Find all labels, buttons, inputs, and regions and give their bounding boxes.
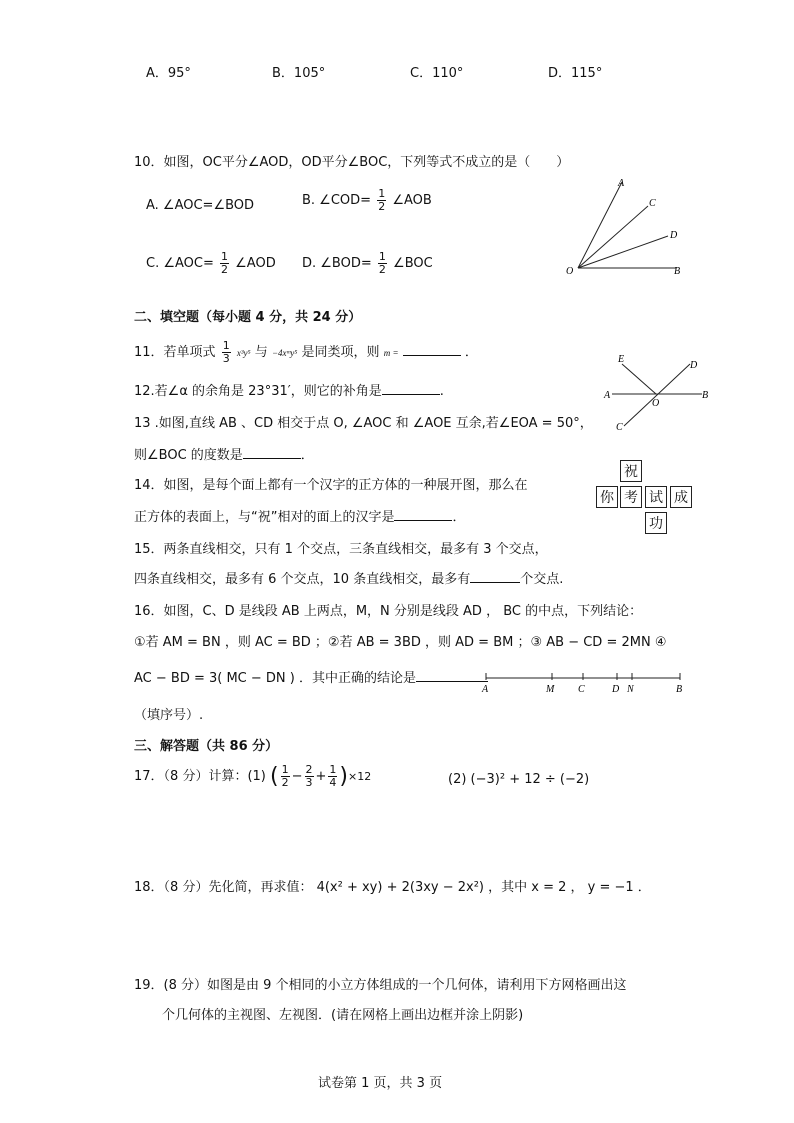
label-a: A xyxy=(604,390,611,401)
q16-segment-figure xyxy=(480,670,690,698)
cube-face-ni: 你 xyxy=(596,486,618,508)
label-d: D xyxy=(670,230,678,241)
minus-sign: − xyxy=(291,769,303,784)
label-n: N xyxy=(627,684,634,695)
q11-mid: 与 xyxy=(254,345,268,360)
q10-option-c xyxy=(146,251,276,276)
q16-line2: ①若 AM = BN ，则 AC = BD ；②若 AB = 3BD ，则 AD = BM ；③ AB − CD = 2MN ④ xyxy=(134,635,667,650)
q14-line2 xyxy=(134,506,466,525)
q10-stem: 10．如图，OC平分∠AOD，OD平分∠BOC，下列等式不成立的是（ ） xyxy=(134,155,570,170)
cube-face-zhu: 祝 xyxy=(620,460,642,482)
fraction-half: $\frac{1}{2}$ xyxy=(221,250,229,276)
q14-line2-text: 正方体的表面上，与“祝”相对的面上的汉字是 xyxy=(134,510,395,525)
label-b: B xyxy=(674,266,681,277)
line-cd xyxy=(624,364,690,426)
fraction-2-3: $\frac{2}{3}$ xyxy=(305,763,313,789)
q16-line4: （填序号）. xyxy=(134,708,204,723)
q11-pre: 11．若单项式 xyxy=(134,345,216,360)
label-c: C xyxy=(649,198,656,209)
q10-option-b-pre: B. ∠COD= xyxy=(302,193,372,208)
q10-angle-figure xyxy=(560,170,690,280)
cube-face-shi: 试 xyxy=(645,486,667,508)
q11-end: ． xyxy=(464,345,478,360)
paren-right: ) xyxy=(339,764,349,789)
q15-line1: 15．两条直线相交，只有 1 个交点，三条直线相交，最多有 3 个交点， xyxy=(134,542,548,557)
plus-sign: + xyxy=(315,769,327,784)
fraction-third: $\frac{1}{3}$ xyxy=(222,339,230,365)
q10-option-b-post: ∠AOB xyxy=(392,193,432,208)
label-a: A xyxy=(618,178,625,189)
q9-option-d: D．115° xyxy=(548,66,603,81)
q10-option-d-pre: D. ∠BOD= xyxy=(302,256,372,271)
q15-line2 xyxy=(134,568,563,587)
q13-line1: 13 .如图,直线 AB 、CD 相交于点 O, ∠AOC 和 ∠AOE 互余,若∠EOA = 50°， xyxy=(134,416,593,431)
label-d: D xyxy=(690,360,698,371)
label-a: A xyxy=(482,684,489,695)
answer-blank[interactable] xyxy=(470,570,520,583)
q9-option-a: A．95° xyxy=(146,66,191,81)
q10-option-b xyxy=(302,188,432,213)
answer-blank[interactable] xyxy=(403,343,461,356)
answer-blank[interactable] xyxy=(382,382,440,395)
q9-option-b: B．105° xyxy=(272,66,326,81)
q14-line1: 14．如图，是每个面上都有一个汉字的正方体的一种展开图，那么在 xyxy=(134,478,528,493)
fraction-1-4: $\frac{1}{4}$ xyxy=(329,763,337,789)
label-o: O xyxy=(566,266,574,277)
label-c: C xyxy=(578,684,585,695)
q10-option-c-pre: C. ∠AOC= xyxy=(146,256,214,271)
cube-face-gong: 功 xyxy=(645,512,667,534)
label-m: M xyxy=(546,684,555,695)
ray-oe xyxy=(622,364,656,394)
fraction-half: $\frac{1}{2}$ xyxy=(378,250,386,276)
q17-pre: 17．（8 分）计算：(1) xyxy=(134,769,266,784)
page-footer: 试卷第 1 页，共 3 页 xyxy=(318,1076,443,1091)
q13-line2 xyxy=(134,444,314,463)
q17-part2: (2) (−3)² + 12 ÷ (−2) xyxy=(448,772,590,787)
q11-line xyxy=(134,340,478,365)
q10-option-c-post: ∠AOD xyxy=(235,256,276,271)
q13-lines-figure xyxy=(596,350,714,436)
q10-option-a: A. ∠AOC=∠BOD xyxy=(146,198,255,213)
q15-end: 个交点. xyxy=(520,572,564,587)
section3-title: 三、解答题（共 86 分） xyxy=(134,739,279,754)
cube-face-cheng: 成 xyxy=(670,486,692,508)
q10-option-d-post: ∠BOC xyxy=(393,256,433,271)
ray-oc xyxy=(578,206,648,268)
answer-blank[interactable] xyxy=(394,508,452,521)
q11-monomial-2: −4xᵐy⁵ xyxy=(271,348,298,358)
q16-line3-text: AC − BD = 3( MC − DN ) ．其中正确的结论是 xyxy=(134,671,416,686)
label-e: E xyxy=(618,354,625,365)
answer-blank[interactable] xyxy=(243,446,301,459)
answer-blank[interactable] xyxy=(416,669,488,682)
cube-face-kao: 考 xyxy=(620,486,642,508)
label-o: O xyxy=(652,398,660,409)
q12-text: 12.若∠α 的余角是 23°31′，则它的补角是 xyxy=(134,384,382,399)
q9-option-c: C．110° xyxy=(410,66,464,81)
q15-line2-text: 四条直线相交，最多有 6 个交点，10 条直线相交，最多有 xyxy=(134,572,471,587)
q11-monomial-1: x³y⁵ xyxy=(236,348,251,358)
q12-end: . xyxy=(439,384,444,399)
q19-line1: 19．(8 分）如图是由 9 个相同的小立方体组成的一个几何体，请利用下方网格画出这 xyxy=(134,978,627,993)
section2-title: 二、填空题（每小题 4 分，共 24 分） xyxy=(134,310,362,325)
q12-line xyxy=(134,380,444,399)
q11-post: 是同类项，则 xyxy=(301,345,380,360)
fraction-half: $\frac{1}{2}$ xyxy=(378,187,386,213)
q10-option-d xyxy=(302,251,433,276)
label-d: D xyxy=(612,684,620,695)
q13-end: ． xyxy=(300,448,314,463)
q17-part1 xyxy=(134,764,371,789)
label-b: B xyxy=(676,684,683,695)
q11-var: m = xyxy=(383,348,399,358)
q16-line1: 16．如图，C、D 是线段 AB 上两点，M，N 分别是线段 AD ， BC 的中点，下列结论： xyxy=(134,604,643,619)
label-c: C xyxy=(616,422,623,433)
paren-left: ( xyxy=(270,764,279,789)
q14-end: ． xyxy=(452,510,466,525)
q17-times: ×12 xyxy=(348,770,372,783)
q16-line3 xyxy=(134,667,488,686)
q13-line2-text: 则∠BOC 的度数是 xyxy=(134,448,243,463)
q18-line: 18．（8 分）先化简，再求值： 4(x² + xy) + 2(3xy − 2x²) ，其中 x = 2 ， y = −1 ． xyxy=(134,880,651,895)
fraction-1-2: $\frac{1}{2}$ xyxy=(281,763,289,789)
q19-line2: 个几何体的主视图、左视图．(请在网格上画出边框并涂上阴影) xyxy=(162,1008,524,1023)
label-b: B xyxy=(702,390,709,401)
